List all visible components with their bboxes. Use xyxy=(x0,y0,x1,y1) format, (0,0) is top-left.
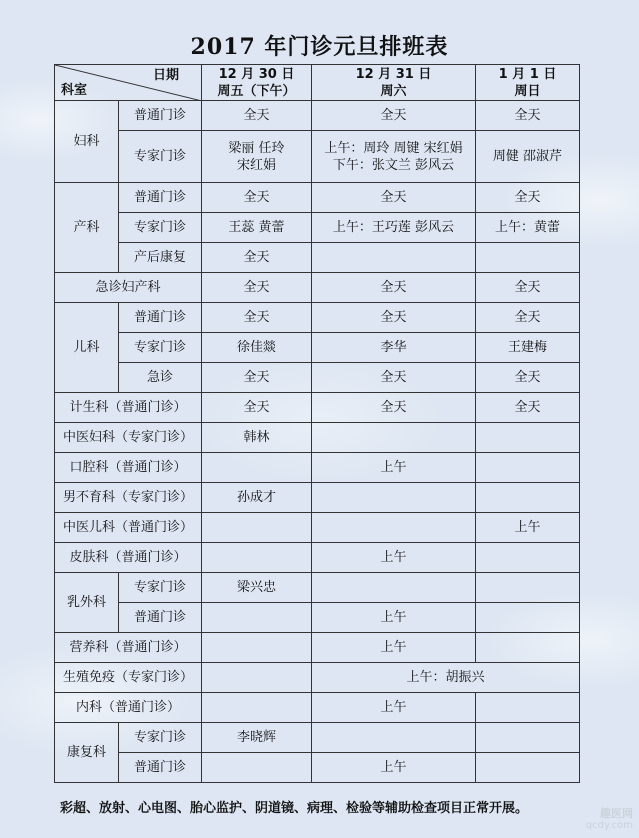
schedule-cell: 全天 xyxy=(312,183,476,213)
table-row xyxy=(55,393,580,423)
schedule-cell: 全天 xyxy=(476,363,580,393)
table-row xyxy=(55,423,580,453)
schedule-cell xyxy=(312,423,476,453)
dept-cell: 生殖免疫（专家门诊） xyxy=(55,663,202,693)
dept-cell: 营养科（普通门诊） xyxy=(55,633,202,663)
dept-label: 科室 xyxy=(61,83,88,98)
schedule-cell: 上午：胡振兴 xyxy=(312,663,580,693)
schedule-cell: 全天 xyxy=(312,273,476,303)
schedule-cell: 全天 xyxy=(202,273,312,303)
schedule-cell: 上午：王巧莲 彭风云 xyxy=(312,213,476,243)
schedule-cell: 王建梅 xyxy=(476,333,580,363)
schedule-cell: 全天 xyxy=(476,183,580,213)
clinic-type-cell: 普通门诊 xyxy=(119,183,202,213)
schedule-cell xyxy=(312,483,476,513)
table-row xyxy=(55,513,580,543)
schedule-cell xyxy=(202,693,312,723)
clinic-type-cell: 专家门诊 xyxy=(119,333,202,363)
schedule-cell xyxy=(476,243,580,273)
table-row xyxy=(55,363,580,393)
dept-cell: 乳外科 xyxy=(55,573,119,633)
date-label: 日期 xyxy=(152,68,179,83)
schedule-cell xyxy=(476,483,580,513)
clinic-type-cell: 普通门诊 xyxy=(119,603,202,633)
schedule-cell xyxy=(476,633,580,663)
schedule-table xyxy=(54,64,580,783)
table-row xyxy=(55,483,580,513)
schedule-cell: 全天 xyxy=(202,363,312,393)
table-row xyxy=(55,603,580,633)
schedule-cell xyxy=(312,243,476,273)
clinic-type-cell: 专家门诊 xyxy=(119,573,202,603)
clinic-type-cell: 普通门诊 xyxy=(119,303,202,333)
schedule-cell: 王蕊 黄蕾 xyxy=(202,213,312,243)
footer-note: 彩超、放射、心电图、胎心监护、阴道镜、病理、检验等辅助检查项目正常开展。 xyxy=(60,801,529,816)
schedule-cell: 全天 xyxy=(202,303,312,333)
schedule-cell: 全天 xyxy=(202,243,312,273)
schedule-cell xyxy=(202,131,312,183)
dept-cell: 急诊妇产科 xyxy=(55,273,202,303)
day-text: 周六 xyxy=(380,83,407,99)
date-header-cell xyxy=(476,65,580,101)
schedule-cell: 全天 xyxy=(476,101,580,131)
dept-cell: 口腔科（普通门诊） xyxy=(55,453,202,483)
date-header-cell xyxy=(312,65,476,101)
schedule-cell: 徐佳燚 xyxy=(202,333,312,363)
table-row xyxy=(55,453,580,483)
schedule-cell xyxy=(202,663,312,693)
schedule-cell: 全天 xyxy=(476,393,580,423)
schedule-cell: 李晓辉 xyxy=(202,723,312,753)
table-row xyxy=(55,333,580,363)
dept-cell: 产科 xyxy=(55,183,119,273)
schedule-cell xyxy=(312,723,476,753)
schedule-cell xyxy=(476,603,580,633)
diagonal-header-cell xyxy=(55,65,202,101)
dept-cell: 妇科 xyxy=(55,101,119,183)
dept-cell: 计生科（普通门诊） xyxy=(55,393,202,423)
clinic-type-cell: 产后康复 xyxy=(119,243,202,273)
schedule-cell: 上午 xyxy=(476,513,580,543)
table-row xyxy=(55,131,580,183)
table-header-row xyxy=(55,65,580,101)
watermark-url: qcdy.com xyxy=(585,820,633,831)
schedule-cell xyxy=(312,513,476,543)
dept-cell: 皮肤科（普通门诊） xyxy=(55,543,202,573)
table-row xyxy=(55,723,580,753)
doctor-line: 梁丽 任玲 xyxy=(228,140,285,156)
schedule-cell: 全天 xyxy=(202,183,312,213)
table-row xyxy=(55,273,580,303)
page-title: 2017 年门诊元旦排班表 xyxy=(190,34,449,60)
schedule-cell: 上午 xyxy=(312,543,476,573)
schedule-cell: 梁兴忠 xyxy=(202,573,312,603)
watermark-title: 趣医网 xyxy=(600,807,633,820)
clinic-type-cell: 专家门诊 xyxy=(119,213,202,243)
schedule-cell xyxy=(312,131,476,183)
doctor-line: 宋红娟 xyxy=(236,157,276,173)
table-row xyxy=(55,573,580,603)
dept-cell: 儿科 xyxy=(55,303,119,393)
clinic-type-cell: 专家门诊 xyxy=(119,131,202,183)
dept-cell: 男不育科（专家门诊） xyxy=(55,483,202,513)
date-header-cell xyxy=(202,65,312,101)
table-row xyxy=(55,183,580,213)
schedule-cell xyxy=(476,423,580,453)
schedule-cell: 全天 xyxy=(476,273,580,303)
schedule-cell xyxy=(476,453,580,483)
date-text: 1 月 1 日 xyxy=(498,66,557,82)
schedule-cell: 孙成才 xyxy=(202,483,312,513)
schedule-cell: 上午 xyxy=(312,633,476,663)
schedule-cell: 全天 xyxy=(202,393,312,423)
schedule-cell: 全天 xyxy=(312,393,476,423)
schedule-cell: 全天 xyxy=(202,101,312,131)
schedule-cell xyxy=(202,543,312,573)
doctor-line: 下午：张文兰 彭风云 xyxy=(332,157,455,173)
schedule-cell xyxy=(202,513,312,543)
schedule-cell xyxy=(312,573,476,603)
date-text: 12 月 31 日 xyxy=(355,66,432,82)
schedule-cell xyxy=(476,723,580,753)
schedule-cell: 韩林 xyxy=(202,423,312,453)
schedule-cell: 全天 xyxy=(312,101,476,131)
schedule-cell: 上午 xyxy=(312,453,476,483)
schedule-cell xyxy=(476,543,580,573)
schedule-cell: 李华 xyxy=(312,333,476,363)
doctor-line: 上午：周玲 周键 宋红娟 xyxy=(324,140,463,156)
clinic-type-cell: 普通门诊 xyxy=(119,753,202,783)
schedule-cell xyxy=(202,633,312,663)
day-text: 周五（下午） xyxy=(217,83,296,99)
schedule-cell: 全天 xyxy=(312,363,476,393)
table-row xyxy=(55,101,580,131)
date-text: 12 月 30 日 xyxy=(218,66,295,82)
schedule-cell xyxy=(202,603,312,633)
clinic-type-cell: 专家门诊 xyxy=(119,723,202,753)
table-row xyxy=(55,303,580,333)
table-row xyxy=(55,663,580,693)
day-text: 周日 xyxy=(514,83,541,99)
schedule-cell xyxy=(476,693,580,723)
table-row xyxy=(55,213,580,243)
dept-cell: 中医妇科（专家门诊） xyxy=(55,423,202,453)
schedule-cell xyxy=(202,453,312,483)
table-row xyxy=(55,633,580,663)
watermark xyxy=(586,808,633,832)
dept-cell: 中医儿科（普通门诊） xyxy=(55,513,202,543)
schedule-cell: 全天 xyxy=(312,303,476,333)
schedule-cell: 全天 xyxy=(476,303,580,333)
schedule-cell xyxy=(202,753,312,783)
table-row xyxy=(55,243,580,273)
table-row xyxy=(55,753,580,783)
schedule-cell: 上午 xyxy=(312,693,476,723)
schedule-cell xyxy=(476,573,580,603)
schedule-cell: 上午 xyxy=(312,603,476,633)
table-row xyxy=(55,693,580,723)
table-row xyxy=(55,543,580,573)
schedule-cell xyxy=(476,753,580,783)
clinic-type-cell: 普通门诊 xyxy=(119,101,202,131)
clinic-type-cell: 急诊 xyxy=(119,363,202,393)
dept-cell: 内科（普通门诊） xyxy=(55,693,202,723)
schedule-cell: 上午 xyxy=(312,753,476,783)
dept-cell: 康复科 xyxy=(55,723,119,783)
schedule-cell: 上午：黄蕾 xyxy=(476,213,580,243)
schedule-cell: 周健 邵淑芹 xyxy=(476,131,580,183)
